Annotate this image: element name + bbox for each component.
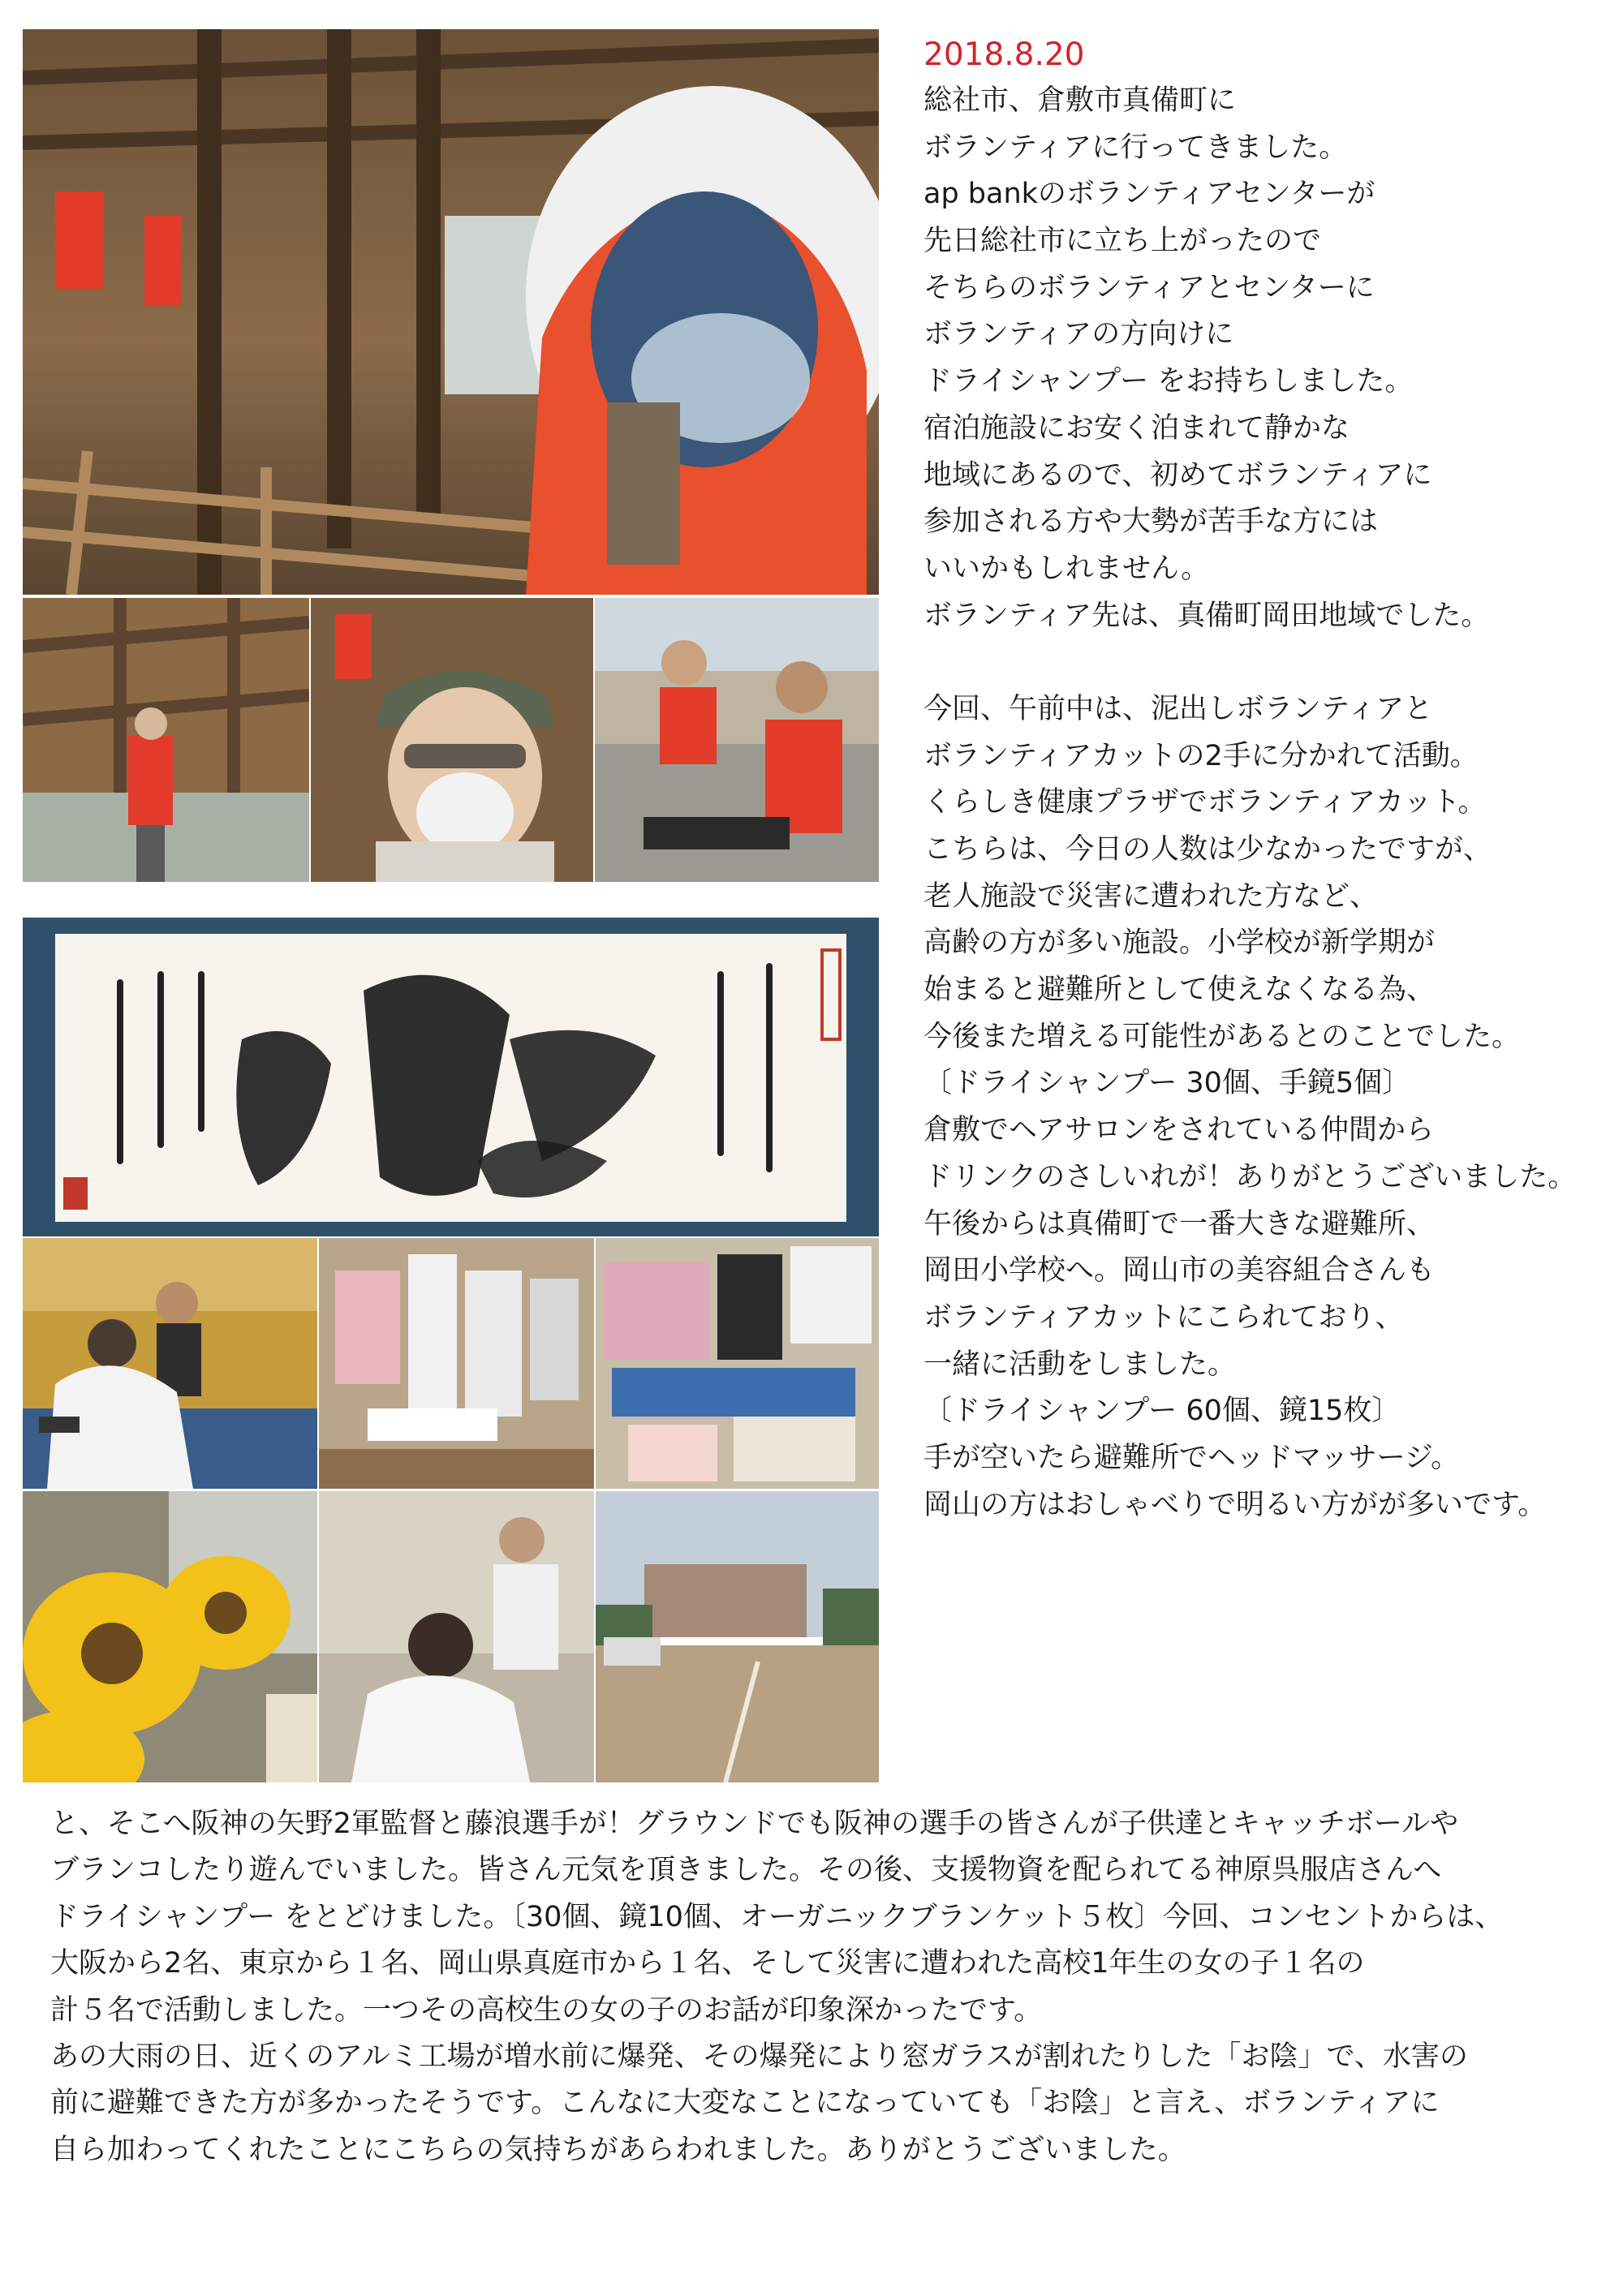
text-line: と、そこへ阪神の矢野2軍監督と藤浪選手が！グラウンドでも阪神の選手の皆さんが子供達とキャッチボールや — [50, 1808, 1459, 1840]
text-line: 岡田小学校へ。岡山市の美容組合さんも — [923, 1254, 1436, 1288]
text-line: 大阪から2名、東京から１名、岡山県真庭市から１名、そして災害に遭われた高校1年生の女の子１名の — [50, 1947, 1365, 1980]
text-line: 高齢の方が多い施設。小学校が新学期が — [923, 927, 1436, 960]
photo-haircut-stylist — [319, 1491, 594, 1782]
text-line: あの大雨の日、近くのアルミ工場が増水前に爆発、その爆発により窓ガラスが割れたりした「お陰」で、水害の — [50, 2040, 1468, 2073]
photo-calligraphy-banner — [23, 918, 879, 1236]
text-line: ボランティアの方向けに — [923, 318, 1234, 351]
photo-donation-boxes — [596, 1238, 879, 1489]
text-line: 前に避難できた方が多かったそうです。こんなに大変なことになっていても「お陰」と言え、ボランティアに — [50, 2087, 1440, 2120]
text-line: ドリンクのさしいれが！ありがとうございました。 — [923, 1160, 1577, 1193]
photo-volunteers-gutted-house — [23, 29, 879, 595]
photo-sunflowers — [23, 1491, 317, 1782]
photo-worker-in-vest — [23, 598, 309, 882]
text-line: 倉敷でヘアサロンをされている仲間から — [923, 1114, 1434, 1147]
photo-two-volunteers-seated — [595, 598, 879, 882]
text-line: ドライシャンプー をとどけました。〔30個、鏡10個、オーガニックブランケット５枚〕今回、コンセントからは、 — [50, 1900, 1504, 1933]
text-line: そちらのボランティアとセンターに — [923, 271, 1375, 304]
text-line: 午後からは真備町で一番大きな避難所、 — [923, 1207, 1436, 1240]
photo-school-grounds — [596, 1491, 879, 1782]
text-line: 〔ドライシャンプー 30個、手鏡5個〕 — [923, 1067, 1411, 1100]
text-line: いいかもしれません。 — [923, 552, 1210, 585]
text-line: くらしき健康プラザでボランティアカット。 — [923, 786, 1487, 819]
text-line: 自ら加わってくれたことにこちらの気持ちがあらわれました。ありがとうございました。 — [50, 2133, 1186, 2166]
text-line: 岡山の方はおしゃべりで明るい方がが多いです。 — [923, 1488, 1547, 1521]
photo-haircut-gym — [23, 1238, 317, 1489]
text-line: ボランティア先は、真備町岡田地域でした。 — [923, 599, 1490, 632]
text-line: ドライシャンプー をお持ちしました。 — [923, 365, 1414, 398]
text-line: 参加される方や大勢が苦手な方には — [923, 505, 1379, 539]
text-line: 〔ドライシャンプー 60個、鏡15枚〕 — [923, 1395, 1401, 1428]
article-right-column — [923, 32, 1605, 1529]
text-line: 地域にあるので、初めてボランティアに — [923, 458, 1432, 492]
photo-supplies-shelf — [319, 1238, 594, 1489]
text-line: 今後また増える可能性があるとのことでした。 — [923, 1020, 1521, 1053]
text-line: 老人施設で災害に遭われた方など、 — [923, 879, 1379, 913]
article-date: 2018.8.20 — [923, 37, 1085, 73]
paragraph-gap — [923, 639, 1605, 686]
text-line: ap bankのボランティアセンターが — [923, 178, 1375, 211]
text-line: ボランティアカットにこられており、 — [923, 1301, 1404, 1334]
text-line: 計５名で活動しました。一つその高校生の女の子のお話が印象深かったです。 — [50, 1993, 1043, 2027]
photo-selfie-mask — [311, 598, 593, 882]
text-line: こちらは、今日の人数は少なかったですが、 — [923, 833, 1492, 866]
article-bottom-text — [50, 1801, 1592, 2173]
text-line: 宿泊施設にお安く泊まれて静かな — [923, 411, 1350, 445]
text-line: 先日総社市に立ち上がったので — [923, 225, 1322, 258]
text-line: 一緒に活動をしました。 — [923, 1348, 1237, 1381]
text-line: ボランティアカットの2手に分かれて活動。 — [923, 739, 1479, 772]
text-line: ボランティアに行ってきました。 — [923, 131, 1348, 164]
text-line: 今回、午前中は、泥出しボランティアと — [923, 692, 1433, 725]
text-line: ブランコしたり遊んでいました。皆さん元気を頂きました。その後、支援物資を配られてる神原呉服店さんへ — [50, 1854, 1442, 1887]
text-line: 手が空いたら避難所でヘッドマッサージ。 — [923, 1441, 1460, 1474]
text-line: 始まると避難所として使えなくなる為、 — [923, 974, 1436, 1007]
text-line: 総社市、倉敷市真備町に — [923, 84, 1237, 117]
